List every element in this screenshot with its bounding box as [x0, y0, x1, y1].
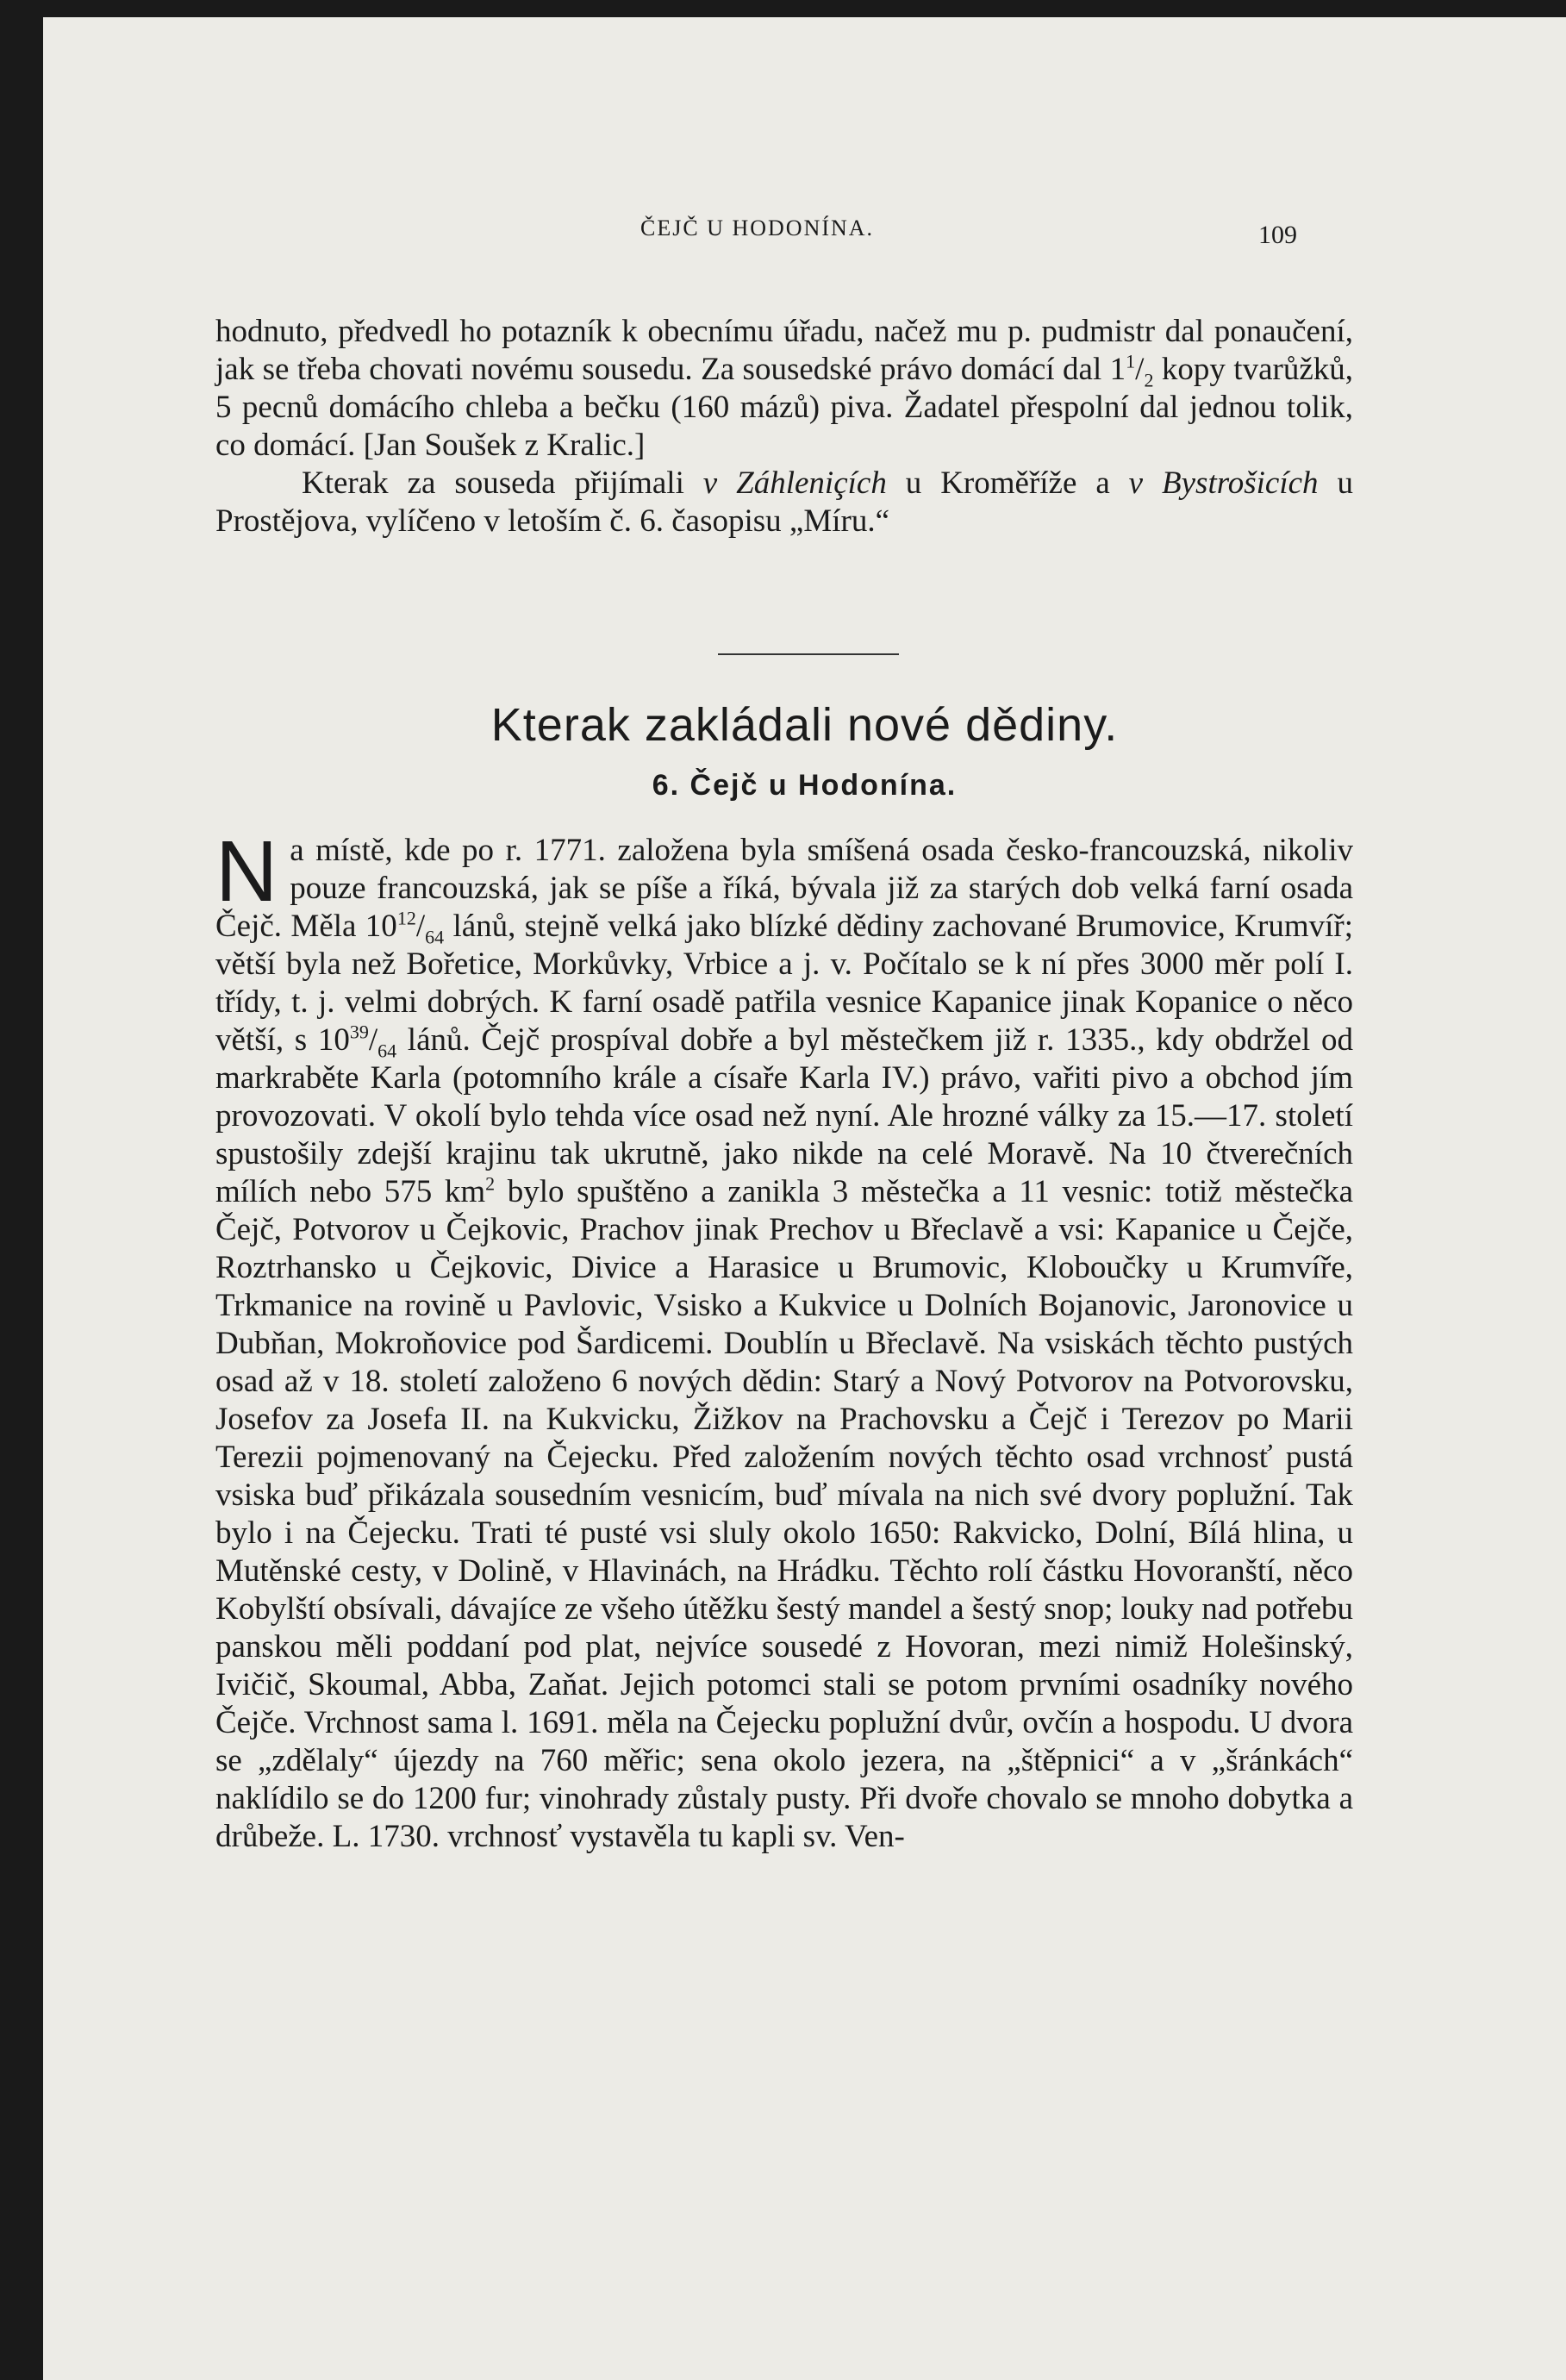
text-run: hodnuto, předvedl ho potazník k obecnímu úřadu, načež mu p. pudmistr dal ponaučení, jak se třeba chovati novému sousedu. Za sousedské právo domácí dal 1 — [215, 314, 1353, 387]
fraction-denominator: 64 — [377, 1040, 397, 1062]
continuation-text — [215, 313, 1353, 540]
article-body — [215, 823, 1354, 1856]
fraction-numerator: 39 — [349, 1021, 369, 1043]
page-header — [43, 216, 1566, 259]
text-run: u Prostějova, vylíčeno v letoším č. 6. časopisu „Míru.“ — [215, 465, 1353, 539]
fraction-numerator: 12 — [396, 907, 416, 929]
section-divider — [718, 653, 899, 655]
fraction-denominator: 64 — [425, 926, 445, 948]
paragraph-reference — [215, 465, 1353, 540]
paragraph-continued: hodnuto, předvedl ho potazník k obecnímu úřadu, načež mu p. pudmistr dal ponaučení, jak se třeba chovati novému sousedu. Za sousedské právo domácí dal $1^1/_2$ kopy tvarůžků, 5 pecnů domácího chleba a bečku (160 mázů) piva. Žadatel přespolní dal jednou tolik, co domácí. [Jan Soušek z Kralic.] — [215, 314, 1353, 463]
fraction-denominator: 2 — [1144, 369, 1154, 391]
article-title: Kterak zakládali nové dědiny. — [490, 699, 1119, 751]
text-run: u Kroměříže a — [886, 465, 1129, 501]
place-name: v Bystrošicích — [1128, 465, 1319, 501]
text-run: bylo spuštěno a zanikla 3 městečka a 11 vesnic: totiž městečka Čejč, Potvorov u Čejkovic, Prachov jinak Prechov u Břeclavě a vsi: Kapanice u Čejče, Roztrhansko u Čejkovic, Divice a Harasice u Brumovic, Kloboučky u Krumvíře, Trkmanice na rovině u Pavlovic, Vsisko a Kukvice u Dolních Bojanovic, Jaronovice u Dubňan, Mokroňovice pod Šardicemi. Doublín u Břeclavě. Na vsiskách těchto pustých osad až v 18. století založeno 6 nových dědin: Starý a Nový Potvorov na Potvorovsku, Josefov za Josefa II. na Kukvicku, Žižkov na Prachovsku a Čejč i Terezov po Marii Terezii pojmenovaný na Čejecku. Před založením nových těchto osad vrchnosť pustá vsiska buď přikázala sousedním vesnicím, buď mívala na nich své dvory poplužní. Tak bylo i na Čejecku. Trati té pusté vsi sluly okolo 1650: Rakvicko, Dolní, Bílá hlina, u Mutěnské cesty, v Dolině, v Hlavinách, na Hrádku. Těchto rolí částku Hovoranští, něco Kobylští obsívali, dávajíce ze všeho útěžku šestý mandel a šestý snop; louky nad potřebu panskou měli poddaní pod plat, nejvíce sousedé z Hovoran, mezi nimiž Holešinský, Ivičič, Skoumal, Abba, Zaňat. Jejich potomci stali se potom prvními osadníky nového Čejče. Vrchnost sama l. 1691. měla na Čejecku poplužní dvůr, ovčín a hospodu. U dvora se „zdělaly“ újezdy na 760 měřic; sena okolo jezera, na „štěpnici“ a v „šránkách“ naklídilo se do 1200 fur; vinohrady zůstaly pusty. Při dvoře chovalo se mnoho dobytka a drůbeže. L. 1730. vrchnosť vystavěla tu kapli sv. Ven- — [215, 1174, 1353, 1854]
superscript: 2 — [485, 1172, 496, 1195]
article-paragraph: Na místě, kde po r. 1771. založena byla smíšená osada česko-francouzská, nikoliv pouze francouzská, jak se píše a říká, bývala již za starých dob velká farní osada Čejč. Měla $10^{12}/_{64}$ lánů, stejně velká jako blízké dědiny zachované Brumovice, Krumvíř; větší byla než Bořetice, Morkůvky, Vrbice a j. v. Počítalo se k ní přes 3000 měr polí I. třídy, t. j. velmi dobrých. K farní osadě patřila vesnice Kapanice jinak Kopanice o něco větší, s $10^{39}/_{64}$ lánů. Čejč prospíval dobře a byl městečkem již r. 1335., kdy obdržel od markraběte Karla (potomního krále a císaře Karla IV.) právo, vařiti pivo a obchod jím provozovati. V okolí bylo tehda více osad než nyní. Ale hrozné války za 15.—17. století spustošily zdejší krajinu tak ukrutně, jako nikde na celé Moravě. Na 10 čtverečních mílích nebo 575 $km^2$ bylo spuštěno a zanikla 3 městečka a 11 vesnic: totiž městečka Čejč, Potvorov u Čejkovic, Prachov jinak Prechov u Břeclavě a vsi: Kapanice u Čejče, Roztrhansko u Čejkovic, Divice a Harasice u Brumovic, Kloboučky u Krumvíře, Trkmanice na rovině u Pavlovic, Vsisko a Kukvice u Dolních Bojanovic, Jaronovice u Dubňan, Mokroňovice pod Šardicemi. Doublín u Břeclavě. Na vsiskách těchto pustých osad až v 18. století založeno 6 nových dědin: Starý a Nový Potvorov na Potvorovsku, Josefov za Josefa II. na Kukvicku, Žižkov na Prachovsku a Čejč i Terezov po Marii Terezii pojmenovaný na Čejecku. Před založením nových těchto osad vrchnosť pustá vsiska buď přikázala sousedním vesnicím, buď mívala na nich své dvory poplužní. Tak bylo i na Čejecku. Trati té pusté vsi sluly okolo 1650: Rakvicko, Dolní, Bílá hlina, u Mutěnské cesty, v Dolině, v Hlavinách, na Hrádku. Těchto rolí částku Hovoranští, něco Kobylští obsívali, dávajíce ze všeho útěžku šestý mandel a šestý snop; louky nad potřebu panskou měli poddaní pod plat, nejvíce sousedé z Hovoran, mezi nimiž Holešinský, Ivičič, Skoumal, Abba, Zaňat. Jejich potomci stali se potom prvními osadníky nového Čejče. Vrchnost sama l. 1691. měla na Čejecku poplužní dvůr, ovčín a hospodu. U dvora se „zdělaly“ újezdy na 760 měřic; sena okolo jezera, na „štěpnici“ a v „šránkách“ naklídilo se do 1200 fur; vinohrady zůstaly pusty. Při dvoře chovalo se mnoho dobytka a drůbeže. L. 1730. vrchnosť vystavěla tu kapli sv. Ven- — [215, 823, 1354, 1854]
place-name: v Záhleniçích — [702, 465, 887, 501]
text-run: Kterak za souseda přijímali — [302, 465, 703, 501]
text-run: kopy tvarůžků, 5 pecnů domácího chleba a bečku (160 mázů) piva. Žadatel přespolní dal jednou tolik, co domácí. [Jan Soušek z Kralic.] — [215, 352, 1353, 463]
text-run: lánů. Čejč prospíval dobře a byl městečkem již r. 1335., kdy obdržel od markraběte Karla (potomního krále a císaře Karla IV.) právo, vařiti pivo a obchod jím provozovati. V okolí bylo tehda více osad než nyní. Ale hrozné války za 15.—17. století spustošily zdejší krajinu tak ukrutně, jako nikde na celé Moravě. Na 10 čtverečních mílích nebo 575 km — [215, 1022, 1354, 1209]
book-page — [43, 17, 1566, 2380]
fraction-numerator: 1 — [1126, 350, 1136, 372]
text-run: lánů, stejně velká jako blízké dědiny zachované Brumovice, Krumvíř; větší byla než Bořetice, Morkůvky, Vrbice a j. v. Počítalo se k ní přes 3000 měr polí I. třídy, t. j. velmi dobrých. K farní osadě patřila vesnice Kapanice jinak Kopanice o něco větší, s 10 — [215, 909, 1353, 1058]
running-title: ČEJČ U HODONÍNA. — [640, 216, 875, 240]
page-number: 109 — [1258, 221, 1297, 249]
text-run: a místě, kde po r. 1771. založena byla smíšená osada česko-francouzská, nikoliv pouze francouzská, jak se píše a říká, bývala již za starých dob velká farní osada Čejč. Měla 10 — [215, 833, 1353, 944]
article-subtitle: 6. Čejč u Hodonína. — [652, 769, 958, 802]
drop-cap: N — [215, 823, 278, 920]
